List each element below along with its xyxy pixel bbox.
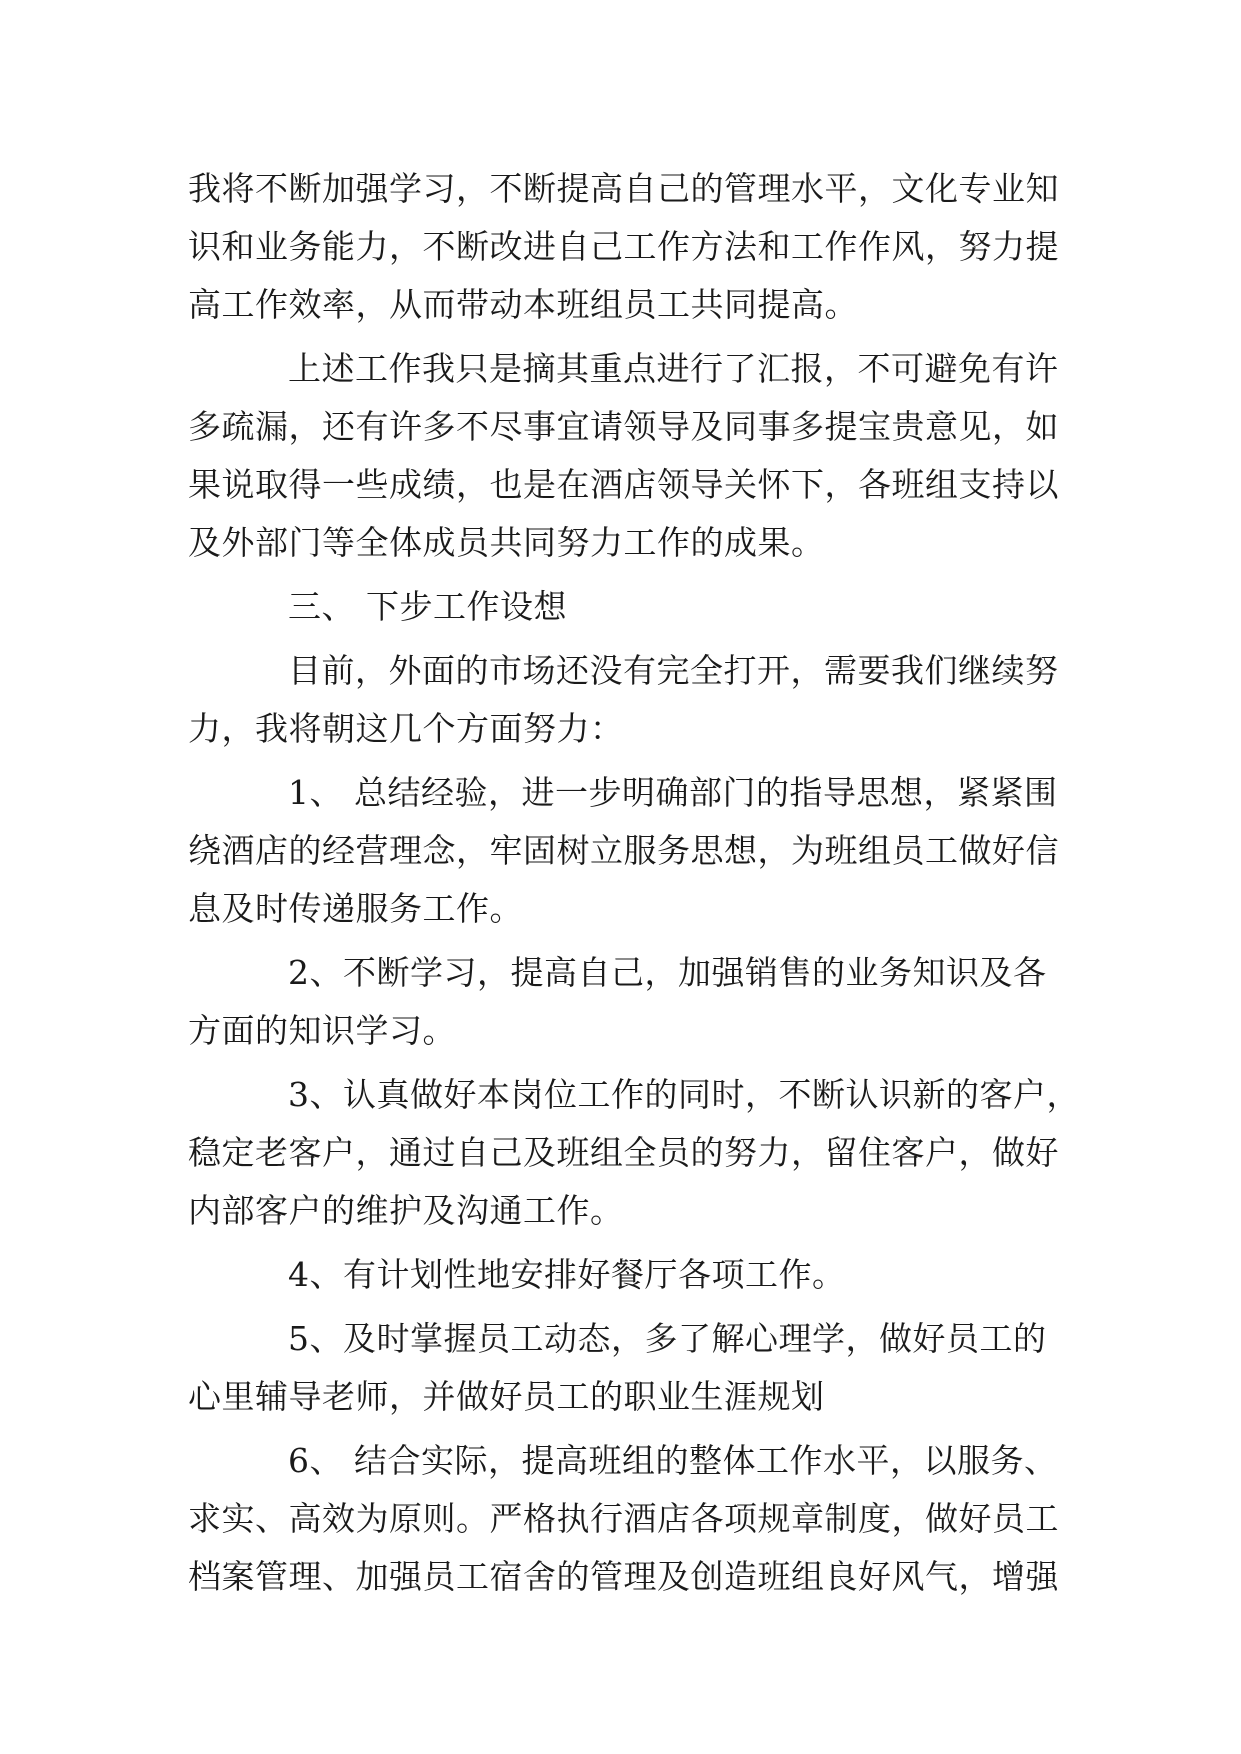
- text-line: 档案管理、加强员工宿舍的管理及创造班组良好风气，增强: [188, 1557, 1059, 1596]
- text-line: 果说取得一些成绩，也是在酒店领导关怀下，各班组支持以: [188, 465, 1059, 504]
- text-line: 识和业务能力，不断改进自己工作方法和工作作风，努力提: [188, 227, 1059, 266]
- text-line: 求实、高效为原则。严格执行酒店各项规章制度，做好员工: [188, 1499, 1059, 1538]
- list-item-3: 3、认真做好本岗位工作的同时，不断认识新的客户，: [288, 1075, 1080, 1114]
- list-item-5: 5、及时掌握员工动态，多了解心理学，做好员工的: [288, 1319, 1047, 1358]
- text-line: 心里辅导老师，并做好员工的职业生涯规划: [188, 1377, 825, 1416]
- document-body: [188, 160, 1080, 1606]
- text-line: 内部客户的维护及沟通工作。: [188, 1191, 624, 1230]
- section-heading: 三、 下步工作设想: [288, 587, 567, 626]
- text-line: 多疏漏，还有许多不尽事宜请领导及同事多提宝贵意见，如: [188, 407, 1059, 446]
- text-line: 息及时传递服务工作。: [188, 889, 523, 928]
- list-item-1: 1、 总结经验，进一步明确部门的指导思想，紧紧围: [288, 773, 1058, 812]
- list-item-6: 6、 结合实际，提高班组的整体工作水平，以服务、: [288, 1441, 1058, 1480]
- text-line: 我将不断加强学习，不断提高自己的管理水平，文化专业知: [188, 169, 1059, 208]
- text-line: 及外部门等全体成员共同努力工作的成果。: [188, 523, 825, 562]
- text-line: 绕酒店的经营理念，牢固树立服务思想，为班组员工做好信: [188, 831, 1059, 870]
- text-line: 力，我将朝这几个方面努力：: [188, 709, 624, 748]
- text-line: 方面的知识学习。: [188, 1011, 456, 1050]
- list-item-2: 2、不断学习，提高自己，加强销售的业务知识及各: [288, 953, 1047, 992]
- paragraph-first-line: 目前，外面的市场还没有完全打开，需要我们继续努: [288, 651, 1059, 690]
- text-line: 高工作效率，从而带动本班组员工共同提高。: [188, 285, 858, 324]
- paragraph-first-line: 上述工作我只是摘其重点进行了汇报，不可避免有许: [288, 349, 1059, 388]
- list-item-4: 4、有计划性地安排好餐厅各项工作。: [288, 1255, 846, 1294]
- text-line: 稳定老客户，通过自己及班组全员的努力，留住客户，做好: [188, 1133, 1059, 1172]
